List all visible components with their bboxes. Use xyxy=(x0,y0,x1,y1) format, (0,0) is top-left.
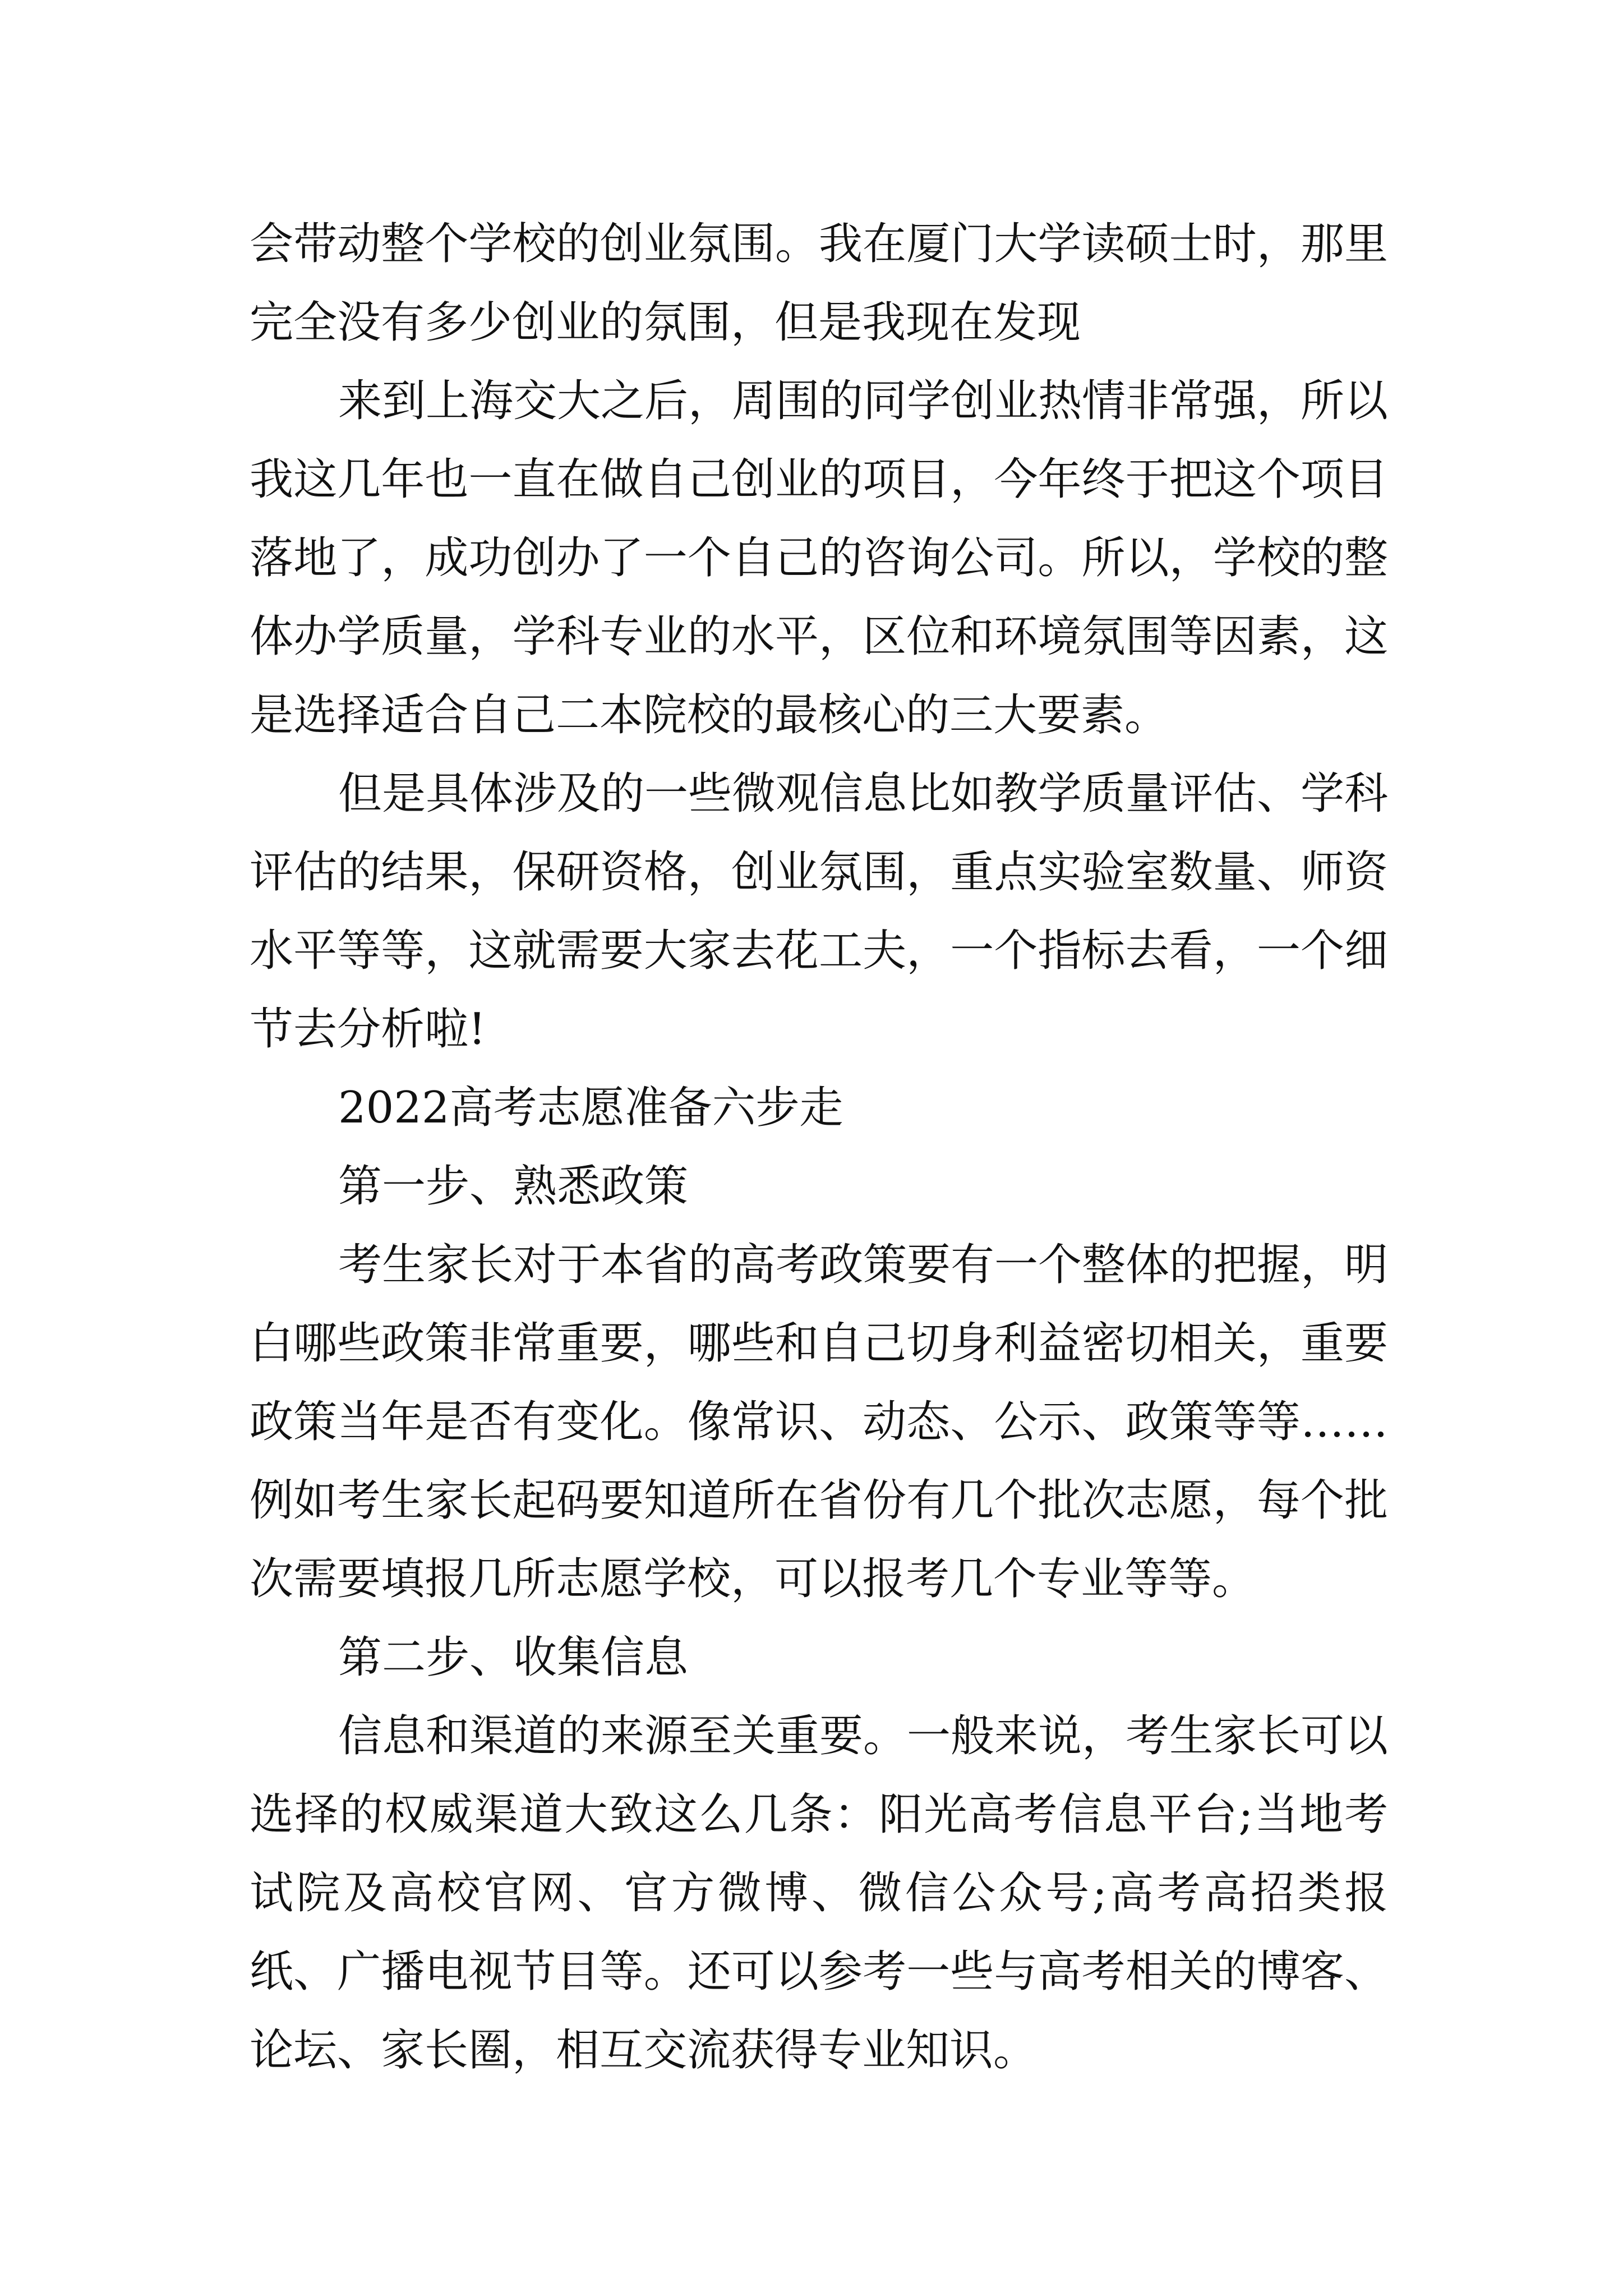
step-two-heading: 第二步、收集信息 xyxy=(338,1632,689,1683)
paragraph-step-two: 信息和渠道的来源至关重要。一般来说，考生家长可以选择的权威渠道大致这么几条：阳光高考信息平台;当地考试院及高校官网、官方微博、微信公众号;高考高招类报纸、广播电视节目等。还可以参考一些与高考相关的博客、论坛、家长圈，相互交流获得专业知识。 xyxy=(250,1711,1389,2076)
section-title-six-steps: 2022高考志愿准备六步走 xyxy=(338,1083,843,1133)
paragraph-step-one: 考生家长对于本省的高考政策要有一个整体的把握，明白哪些政策非常重要，哪些和自己切身利益密切相关，重要政策当年是否有变化。像常识、动态、公示、政策等等……例如考生家长起码要知道所在省份有几个批次志愿，每个批次需要填报几所志愿学校，可以报考几个专业等等。 xyxy=(250,1240,1389,1604)
paragraph-shanghai-jiaotong: 来到上海交大之后，周围的同学创业热情非常强，所以我这几年也一直在做自己创业的项目，今年终于把这个项目落地了，成功创办了一个自己的咨询公司。所以，学校的整体办学质量，学科专业的水平，区位和环境氛围等因素，这是选择适合自己二本院校的最核心的三大要素。 xyxy=(250,376,1389,740)
step-one-heading: 第一步、熟悉政策 xyxy=(338,1161,689,1212)
document-page xyxy=(250,205,1388,2090)
paragraph-continuation: 会带动整个学校的创业氛围。我在厦门大学读硕士时，那里完全没有多少创业的氛围，但是我现在发现 xyxy=(250,219,1388,348)
paragraph-micro-info: 但是具体涉及的一些微观信息比如教学质量评估、学科评估的结果，保研资格，创业氛围，重点实验室数量、师资水平等等，这就需要大家去花工夫，一个指标去看，一个细节去分析啦! xyxy=(250,769,1389,1055)
